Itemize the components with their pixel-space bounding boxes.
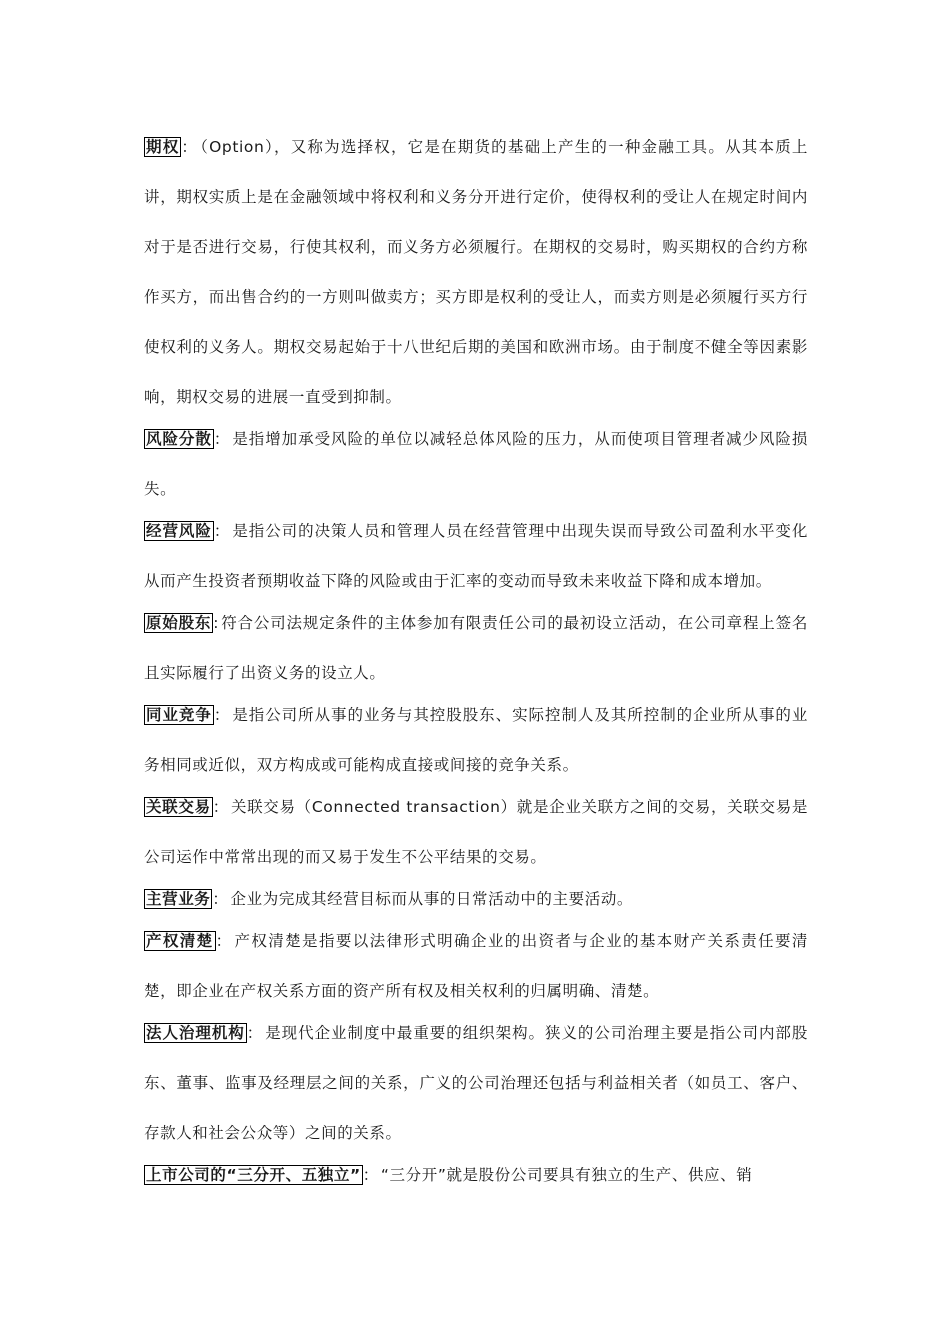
term-label: 产权清楚	[146, 932, 214, 950]
definition-text: （Option），又称为选择权，它是在期货的基础上产生的一种金融工具。从其本质上讲，期权实质上是在金融领域中将权利和义务分开进行定价，使得权利的受让人在规定时间内对于是否进行交易，行使其权利，而义务方必须履行。在期权的交易时，购买期权的合约方称作买方，而出售合约的一方则叫做卖方；买方即是权利的受让人，而卖方则是必须履行买方行使权利的义务人。期权交易起始于十八世纪后期的美国和欧洲市场。由于制度不健全等因素影响，期权交易的进展一直受到抑制。	[144, 138, 809, 406]
definition-risk-diversification	[144, 414, 808, 514]
definition-text: 符合公司法规定条件的主体参加有限责任公司的最初设立活动，在公司章程上签名且实际履行了出资义务的设立人。	[144, 614, 808, 682]
document-page	[144, 122, 808, 1200]
definition-connected-transaction	[144, 782, 808, 882]
definition-text: 关联交易（Connected transaction）就是企业关联方之间的交易，关联交易是公司运作中常常出现的而又易于发生不公平结果的交易。	[144, 798, 808, 866]
definition-text: 产权清楚是指要以法律形式明确企业的出资者与企业的基本财产关系责任要清楚，即企业在产权关系方面的资产所有权及相关权利的归属明确、清楚。	[144, 932, 809, 1000]
term-separator: ：	[246, 1024, 264, 1042]
term-separator: ：	[362, 1166, 379, 1184]
term-separator: ：	[212, 890, 229, 908]
term-separator: :	[213, 614, 220, 632]
definition-original-shareholder	[144, 598, 808, 698]
term-label: 经营风险	[146, 522, 212, 540]
term-label: 法人治理机构	[146, 1024, 245, 1042]
definition-corporate-governance	[144, 1008, 808, 1158]
definition-horizontal-competition	[144, 690, 808, 790]
term-label: 风险分散	[146, 430, 212, 448]
term-separator: ：	[215, 932, 233, 950]
term-label: 关联交易	[146, 798, 211, 816]
term-label: 期权	[146, 138, 180, 156]
term-label: 原始股东	[146, 614, 212, 632]
definition-text: 是现代企业制度中最重要的组织架构。狭义的公司治理主要是指公司内部股东、董事、监事及经理层之间的关系，广义的公司治理还包括与利益相关者（如员工、客户、存款人和社会公众等）之间的关系。	[144, 1024, 808, 1142]
term-label: 同业竞争	[146, 706, 212, 724]
term-separator: ：	[213, 522, 231, 540]
term-separator: ：	[212, 798, 229, 816]
definition-text: 是指公司的决策人员和管理人员在经营管理中出现失误而导致公司盈利水平变化从而产生投资者预期收益下降的风险或由于汇率的变动而导致未来收益下降和成本增加。	[144, 522, 808, 590]
definition-text: 是指公司所从事的业务与其控股股东、实际控制人及其所控制的企业所从事的业务相同或近似，双方构成或可能构成直接或间接的竞争关系。	[144, 706, 808, 774]
definition-operating-risk	[144, 506, 808, 606]
term-separator: ：	[213, 430, 231, 448]
definition-text: 企业为完成其经营目标而从事的日常活动中的主要活动。	[230, 890, 634, 908]
term-label: 主营业务	[146, 890, 211, 908]
term-separator: ：	[181, 138, 199, 156]
definition-clear-property-rights	[144, 916, 808, 1016]
definition-text: 是指增加承受风险的单位以减轻总体风险的压力，从而使项目管理者减少风险损失。	[144, 430, 808, 498]
definition-option	[144, 122, 808, 422]
definition-three-separations	[144, 1150, 808, 1200]
term-label: 上市公司的“三分开、五独立”	[146, 1166, 361, 1184]
term-separator: ：	[213, 706, 231, 724]
definition-text: “三分开”就是股份公司要具有独立的生产、供应、销	[380, 1166, 753, 1184]
